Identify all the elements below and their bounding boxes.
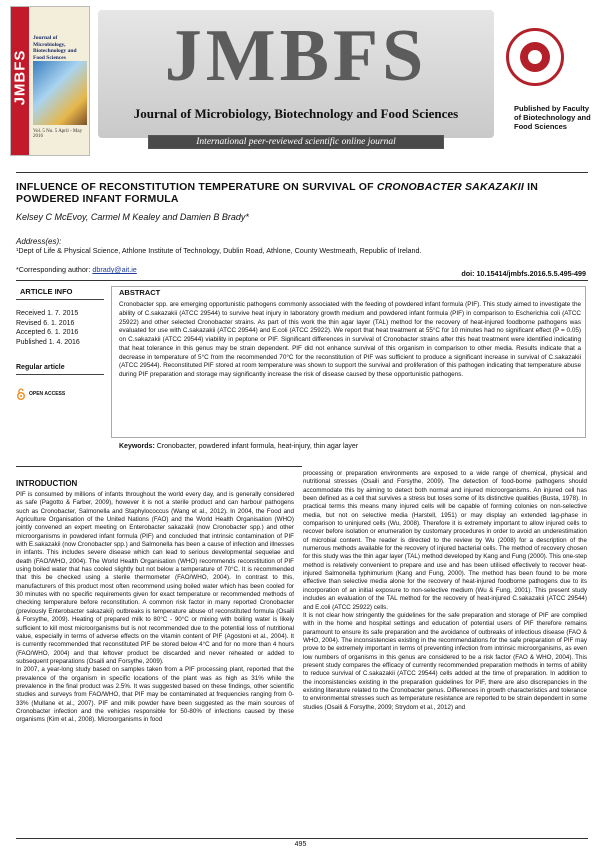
article-doi[interactable]: doi: 10.15414/jmbfs.2016.5.5.495-499 [461, 269, 586, 278]
article-authors: Kelsey C McEvoy, Carmel M Kealey and Damien B Brady* [16, 212, 249, 222]
university-seal-icon [506, 28, 564, 86]
cover-title: Journal of Microbiology, Biotechnology and Food Sciences [33, 35, 77, 61]
article-type: Regular article [16, 364, 104, 375]
cover-photo [33, 61, 87, 125]
journal-tagline: International peer-reviewed scientific online journal [148, 135, 444, 149]
date-revised: Revised 6. 1. 2016 [16, 319, 75, 327]
open-access-lock-icon [16, 388, 26, 400]
article-title: INFLUENCE OF RECONSTITUTION TEMPERATURE ON SURVIVAL OF CRONOBACTER SAKAZAKII IN POWDERED INFANT FORMULA [16, 181, 538, 205]
date-published: Published 1. 4. 2016 [16, 338, 80, 346]
open-access-label: OPEN ACCESS [29, 391, 66, 397]
cover-footer: Vol. 5 No. 5 April - May 2016 [33, 129, 83, 139]
page-number: 495 [294, 841, 307, 848]
abstract-text: Cronobacter spp. are emerging opportunistic pathogens commonly associated with the feeding of powdered infant formula (PIF). This study aimed to investigate the ability of C.sakazakii (ATCC 29544) to survive heat injury in laboratory growth medium and powdered infant formula (PIF) in comparison to Escherichia coli (ATCC 25922) and other selected Cronobacter strains. As part of this work the thin agar layer (TAL) method for the recovery of heat-injured foodborne pathogens was evaluated for use with C.sakazakii (ATCC 29544) and E.coli (ATCC 25922). We report that heat treatment at 55°C for 10 minutes had no significant effect (P = 0.05) on C.sakazakii (ATCC 29544) viability in peptone or PIF. Significant differences in survival of Cronobacter strains after this heat treatment were identified indicating that heat tolerance in this genus may be strain dependent. PIF did not enhance survival of this organism in comparison to other media. Results indicate that a decrease in temperature of 5°C from the recommended 70°C for the reconstitution of PIF was sufficient to produce a significant increase in survival of C.sakazakii (ATCC 29544). Reconstituted PIF stored at room temperature was shown to support the survival and proliferation of this pathogen indicating that temperature abuse during PIF preparation and storage may significantly increase the risk of disease caused by these opportunistic pathogens. [119, 301, 581, 378]
paragraph: It is not clear how stringently the guidelines for the safe preparation and storage of PIF are complied with in the home and hospital settings and education of potential users of PIF therefore remains paramount to ensure its safe preparation and the avoidance of outbreaks of infectious disease (FAO & WHO, 2004). The inconsistencies existing in the recommendations for the safe preparation of PIF may prove to be extremely important in terms of preventing infection from intrinsic microorganisms, as even low numbers of organisms in this genus are considered to be a risk factor (FAO & WHO, 2004). This present study compares the efficacy of currently recommended preparation methods in terms of ability to reduce survival of C.sakazakii (ATCC 29544) cells added at the time of preparation. In addition to the inconsistencies existing in the preparation guidelines for PIF, there are also discrepancies in the existing literature related to the Cronobacter genus. Differences in growth characteristics and tolerance to environmental stresses such as temperature resistance are reported to be strain dependent in some studies (Osaili & Forsythe, 2009; Strydom et al., 2012) and [303, 611, 587, 711]
cover-spine-text: JMBFS [11, 49, 29, 106]
date-accepted: Accepted 6. 1. 2016 [16, 329, 79, 337]
masthead [98, 10, 494, 138]
article-dates [16, 309, 106, 347]
author-address: ¹Dept of Life & Physical Science, Athlone Institute of Technology, Dublin Road, Athlone, County Westmeath, Republic of Ireland. [16, 246, 422, 255]
body-column-left [16, 491, 294, 837]
date-received: Received 1. 7. 2015 [16, 310, 79, 317]
publisher-text: Published by Faculty of Biotechnology and Food Sciences [514, 104, 591, 131]
paragraph: PIF is consumed by millions of infants throughout the world every day, and is generally considered as safe (Pagotto & Farber, 2009), however it is not a sterile product and can harbour pathogens such as Cronobacter, Salmonella and Staphylococcus (Wang et al., 2012). In 2004, the Food and Agriculture Organisation of the United Nations (FAO) and the World Health Organisation (WHO) jointly convened an expert meeting on Enterobacter sakazakii (now Cronobacter spp.) and other microorganisms in powdered infant formula (PIF) and concluded that intrinsic contamination of PIF with E.sakazakii (now Cronobacter spp.) and Salmonella has been a cause of infection and illnesses in infants. This includes severe disease which can lead to serious developmental sequelae and death (FAO/WHO, 2004). The World Health Organisation (WHO) recommends reconstitution of PIF using boiled water that has cooled slightly but not below a temperature of 70°C. It is recommended that this be checked using a sterile thermometer (FAO/WHO, 2004). In contrast to this, manufacturers of this product most often recommend using boiled water which has been cooled for 30 minutes with no specific requirements given for exact temperature or recommended methods of checking temperature before reconstitution. A common risk factor in many reported Cronobacter (previously Enterobacter sakazakii) outbreaks is temperature abuse of reconstituted formula (Osaili & Forsythe, 2009). Heating of prepared milk to 80°C - 90°C or mixing with boiling water is likely sufficient to kill most microorganisms but is not recommended due to the potential loss of nutritional value, especially in terms of adverse effects on the vitamin content of PIF (Agostoni et al., 2004). It is currently recommended that reconstituted PIF be stored below 4°C and for no more than 4 hours (FAO/WHO, 2004) and that leftover product be discarded and never reheated or added to subsequent preparations (Osaili and Forsythe, 2009). [16, 491, 294, 665]
journal-logo: JMBFS [164, 15, 428, 97]
corresponding-author: *Corresponding author: dbrady@ait.ie [16, 265, 137, 274]
author-email-link[interactable]: dbrady@ait.ie [92, 265, 137, 274]
open-access-badge [16, 388, 65, 400]
abstract-heading: ABSTRACT [119, 288, 161, 297]
journal-name: Journal of Microbiology, Biotechnology and Food Sciences [133, 106, 459, 121]
paragraph: In 2007, a year-long study based on samples taken from a PIF processing plant, reported that the prevalence of the organism in specific locations of the plant was as high as 31% while the prevalence in the final product was 2.5%. It was suggested based on these findings, other scientific studies and surveys from FAO/WHO, that PIF may be contaminated at frequencies ranging from 0-33% (Mullane et al., 2007). PIF and milk powder have been suggested as the main sources of Cronobacter infection and the vehicles responsible for 50-80% of infections caused by these organisms (Kim et al., 2008). Microorganisms in food [16, 666, 294, 724]
introduction-heading: INTRODUCTION [16, 479, 78, 488]
keywords: Keywords: Cronobacter, powdered infant formula, heat-injury, thin agar layer [119, 443, 359, 450]
body-column-right [303, 470, 587, 837]
address-label: Address(es): [16, 237, 62, 246]
footer-divider [16, 838, 588, 839]
article-info-heading: ARTICLE INFO [16, 286, 104, 300]
paragraph: processing or preparation environments are exposed to a wide range of chemical, physical and nutritional stresses (Osaili and Forsythe, 2009). The detection of food-borne pathogens should accommodate this by aiming to detect both normal and injured microorganisms. An injured cell has been defined as a cell that survives a stress but loses some of its distinctive qualities (Busta, 1978). In practical terms this means many injured cells will be capable of forming colonies on non-selective media, but not on selective media (Harstell, 1951) or may display an extended lag-phase in comparison to uninjured cells (Wu, 2008). Therefore it is extremely important to allow injured cells to recover before isolation or enumeration by customary procedures in order to avoid an underestimation of microbial content. The reader is directed to the review by Wu (2008) for a description of the numerous methods available for the recovery of injured bacterial cells. The method of recovery chosen for this study was the thin agar layer (TAL) method developed by Kang and Fung (2000). This one-step method is relatively convenient to prepare and use and has been utilised effectively to recover heat-injured Salmonella typhimurium (Kang and Fung, 2000). The method has been found to be more effective than selective media alone for the recovery of heat-injured foodborne pathogens due to its incorporation of an initial exposure to non-selective medium (Wu & Fung, 2001). This present study includes an evaluation of the TAL method for the recovery of heat-injured C.sakazakii (ATCC 29544) and E.coli (ATCC 25922) cells. [303, 470, 587, 611]
title-divider [16, 280, 588, 281]
journal-cover-image [10, 6, 90, 156]
journal-header [10, 6, 591, 156]
body-divider [16, 466, 302, 467]
header-divider [16, 172, 588, 173]
